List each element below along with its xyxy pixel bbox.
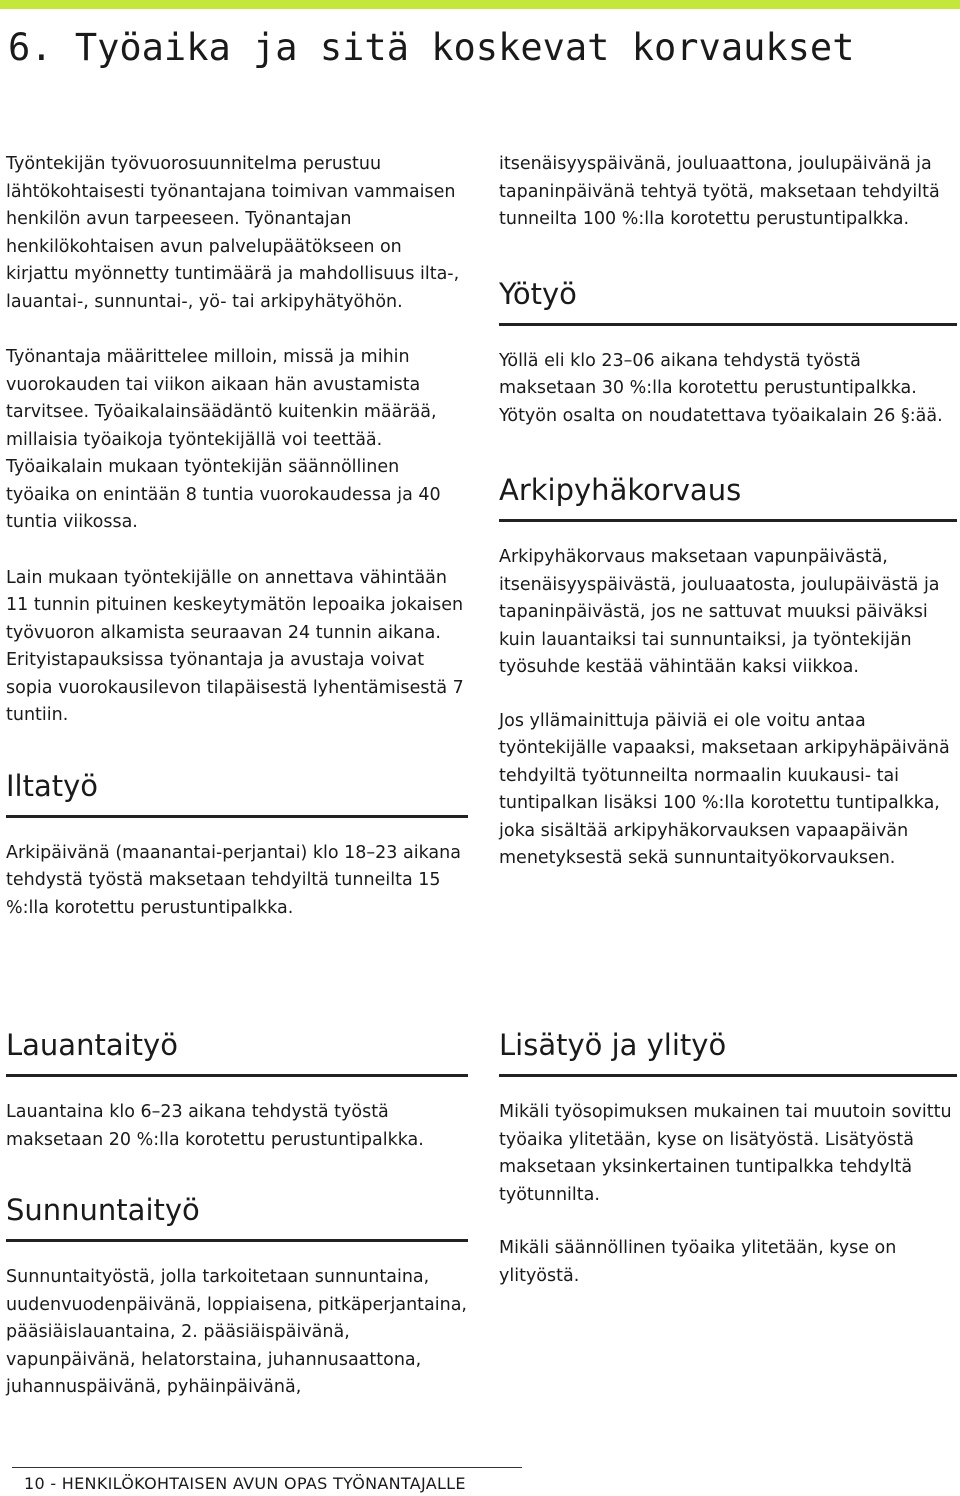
heading-rule	[6, 1074, 468, 1077]
arkipyhakorvaus-paragraph-2: Jos yllämainittuja päiviä ei ole voitu antaa työntekijälle vapaaksi, maksetaan arkipyhäpäivänä tehdyiltä työtunneilta normaalin kuukausi- tai tuntipalkan lisäksi 100 %:lla korotettu tuntipalkka, joka sisältää arkipyhäkorvauksen vapaapäivän menetyksestä sekä sunnuntaityökorvauksen.	[499, 710, 950, 868]
right-column	[499, 151, 957, 873]
left-column-lower	[6, 1025, 468, 1402]
right-column-lower	[499, 1025, 957, 1290]
page-title: 6. Työaika ja sitä koskevat korvaukset	[8, 26, 855, 69]
arkipyhakorvaus-paragraph-1: Arkipyhäkorvaus maksetaan vapunpäivästä, itsenäisyyspäivästä, jouluaatosta, joulupäivästä ja tapaninpäivästä, jos ne sattuvat muuksi päiväksi kuin lauantaiksi tai sunnuntaiksi, ja työntekijän työsuhde kestää vähintään kaksi viikkoa.	[499, 547, 940, 677]
page-footer	[12, 1467, 552, 1496]
left-column	[6, 151, 468, 922]
sunnuntaityo-text: Sunnuntaityöstä, jolla tarkoitetaan sunnuntaina, uudenvuodenpäivänä, loppiaisena, pitkäperjantaina, pääsiäislauantaina, 2. pääsiäispäivänä, vapunpäivänä, helatorstaina, juhannusaattona, juhannuspäivänä, pyhäinpäivänä,	[6, 1267, 467, 1397]
intro-paragraph-3: Lain mukaan työntekijälle on annettava vähintään 11 tunnin pituinen keskeytymätön lepoaika jokaisen työvuoron alkamista seuraavan 24 tunnin aikana. Erityistapauksissa työnantaja ja avustaja voivat sopia vuorokausilevon tilapäisestä lyhentämisestä 7 tuntiin.	[6, 567, 464, 725]
intro-paragraph-1: Työntekijän työvuorosuunnitelma perustuu lähtökohtaisesti työnantajana toimivan vammaisen henkilön avun tarpeeseen. Työnantajan henkilökohtaisen avun palvelupäätökseen on kirjattu myönnetty tuntimäärä ja mahdollisuus ilta-, lauantai-, sunnuntai-, yö- tai arkipyhätyöhön.	[6, 154, 460, 312]
section-heading-arkipyhakorvaus: Arkipyhäkorvaus	[499, 473, 742, 507]
heading-rule	[499, 323, 957, 326]
heading-rule	[6, 1239, 468, 1242]
lauantaityo-text: Lauantaina klo 6–23 aikana tehdystä työstä maksetaan 20 %:lla korotettu perustuntipalkka.	[6, 1102, 424, 1150]
section-heading-lisatyo: Lisätyö ja ylityö	[499, 1028, 727, 1062]
accent-bar	[0, 0, 960, 9]
section-heading-iltatyo: Iltatyö	[6, 768, 99, 803]
intro-paragraph-2: Työnantaja määrittelee milloin, missä ja mihin vuorokauden tai viikon aikaan hän avustamista tarvitsee. Työaikalainsäädäntö kuitenkin määrää, millaisia työaikoja työntekijällä voi teettää. Työaikalain mukaan työntekijän säännöllinen työaika on enintään 8 tuntia vuorokaudessa ja 40 tuntia viikossa.	[6, 347, 441, 532]
yotyo-text: Yöllä eli klo 23–06 aikana tehdystä työstä maksetaan 30 %:lla korotettu perustuntipalkka. Yötyön osalta on noudatettava työaikalain 26 §:ää.	[499, 350, 943, 426]
section-heading-sunnuntaityo: Sunnuntaityö	[6, 1193, 200, 1227]
sunnuntaityo-continuation: itsenäisyyspäivänä, jouluaattona, joulupäivänä ja tapaninpäivänä tehtyä työtä, maksetaan tehdyiltä tunneilta 100 %:lla korotettu perustuntipalkka.	[499, 154, 940, 229]
heading-rule	[499, 519, 957, 522]
heading-rule	[499, 1074, 957, 1077]
section-heading-yotyo: Yötyö	[499, 276, 577, 311]
lisatyo-paragraph-2: Mikäli säännöllinen työaika ylitetään, kyse on ylityöstä.	[499, 1238, 897, 1286]
lisatyo-paragraph-1: Mikäli työsopimuksen mukainen tai muutoin sovittu työaika ylitetään, kyse on lisätyöstä. Lisätyöstä maksetaan yksinkertainen tuntipalkka tehdyltä työtunnilta.	[499, 1102, 952, 1205]
heading-rule	[6, 815, 468, 818]
iltatyo-text: Arkipäivänä (maanantai-perjantai) klo 18–23 aikana tehdystä työstä maksetaan tehdyiltä tunneilta 15 %:lla korotettu perustuntipalkka.	[6, 842, 461, 918]
section-heading-lauantaityo: Lauantaityö	[6, 1028, 178, 1062]
footer-text: 10 - HENKILÖKOHTAISEN AVUN OPAS TYÖNANTAJALLE	[24, 1474, 466, 1493]
footer-rule	[12, 1467, 522, 1468]
